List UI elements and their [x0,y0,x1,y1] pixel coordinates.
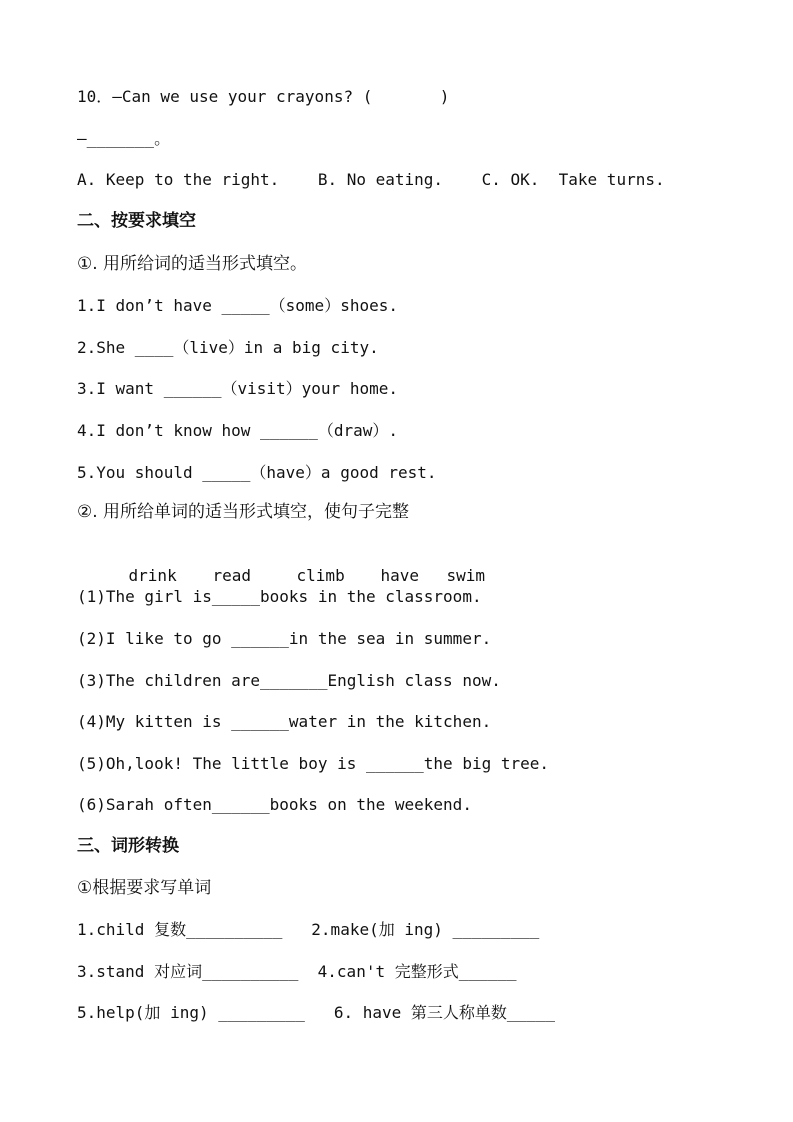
word-form-row: 1.child 复数__________ 2.make(加 ing) _________ [77,920,540,939]
section-2-part-1-instruction: ①. 用所给词的适当形式填空。 [77,254,308,274]
word-bank-item: climb [296,566,345,585]
question-10-answer-blank: —_______。 [77,129,171,148]
fill-item: (3)The children are_______English class now. [77,671,501,690]
fill-item: (5)Oh,look! The little boy is ______the big tree. [77,754,550,773]
question-10-options: A. Keep to the right. B. No eating. C. OK. Take turns. [77,170,665,189]
fill-item: (2)I like to go ______in the sea in summer. [77,629,492,648]
section-2-title: 二、按要求填空 [77,211,196,231]
word-bank-item: drink [128,566,177,585]
question-10: 10．—Can we use your crayons? ( ) [77,87,450,106]
section-3-instruction: ①根据要求写单词 [77,878,212,898]
fill-item: 3.I want ______（visit）your home. [77,379,398,398]
fill-item: (1)The girl is_____books in the classroom. [77,587,482,606]
fill-item: 4.I don’t know how ______（draw）. [77,421,398,440]
word-bank-item: read [212,566,252,585]
fill-item: 5.You should _____（have）a good rest. [77,463,437,482]
fill-item: (4)My kitten is ______water in the kitchen. [77,712,492,731]
fill-item: 2.She ____（live）in a big city. [77,338,379,357]
fill-item: (6)Sarah often______books on the weekend. [77,795,472,814]
fill-item: 1.I don’t have _____（some）shoes. [77,296,398,315]
word-bank-item: have [380,566,420,585]
section-2-part-2-instruction: ②. 用所给单词的适当形式填空，使句子完整 [77,502,410,522]
word-bank-item: swim [446,566,486,585]
word-form-row: 3.stand 对应词__________ 4.can't 完整形式______ [77,962,517,981]
section-3-title: 三、词形转换 [77,836,179,856]
word-form-row: 5.help(加 ing) _________ 6. have 第三人称单数_____ [77,1003,556,1022]
